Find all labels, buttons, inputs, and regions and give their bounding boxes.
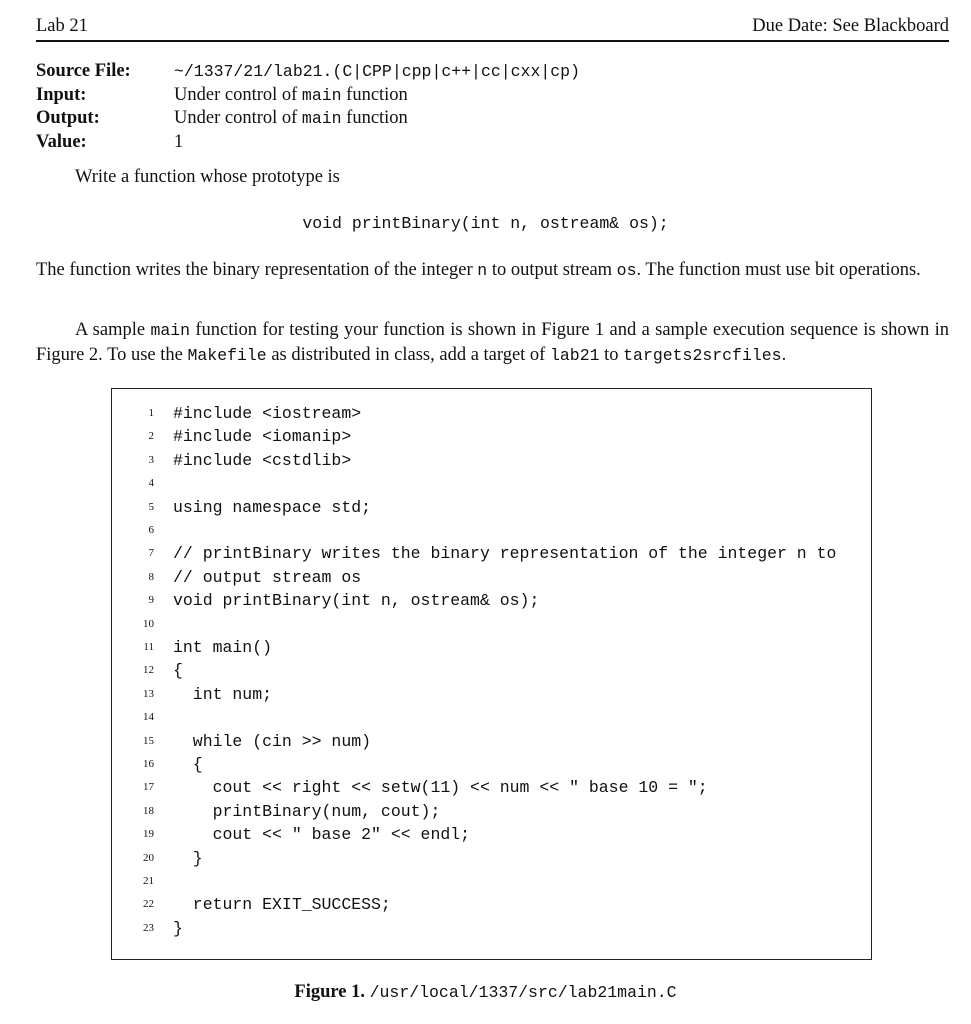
meta-value: ~/1337/21/lab21.(C|CPP|cpp|c++|cc|cxx|cp)	[174, 62, 580, 81]
meta-label: Input:	[36, 84, 87, 105]
code-line	[112, 731, 872, 754]
meta-text: function	[341, 108, 408, 128]
code-line	[112, 473, 872, 496]
code-line	[112, 660, 872, 683]
para-text: to output stream	[487, 260, 617, 280]
code-line	[112, 403, 872, 426]
meta-input	[36, 84, 580, 108]
code-line	[112, 824, 872, 847]
line-number: 9	[148, 594, 154, 607]
code-text: #include <cstdlib>	[173, 450, 352, 470]
line-number: 5	[148, 500, 154, 513]
code-line	[112, 918, 872, 941]
lab-title: Lab 21	[36, 16, 88, 36]
code-text: int main()	[173, 638, 273, 657]
line-number: 21	[143, 875, 154, 887]
code-line	[112, 848, 872, 871]
code-text: return EXIT_SUCCESS;	[173, 895, 391, 915]
meta-label: Source File:	[36, 61, 131, 81]
assignment-meta	[36, 60, 580, 154]
para-text: A sample	[75, 320, 151, 340]
code-line	[112, 637, 872, 660]
figure-path: /usr/local/1337/src/lab21main.C	[369, 983, 677, 1002]
code-line	[112, 754, 872, 777]
code-text: void printBinary(int n, ostream& os);	[173, 591, 540, 611]
meta-text: Under control of	[174, 84, 302, 105]
line-number: 8	[148, 570, 154, 583]
inline-code: Makefile	[187, 346, 267, 365]
inline-code: lab21	[549, 346, 600, 365]
line-number: 11	[143, 641, 154, 653]
meta-label: Output:	[36, 108, 100, 128]
function-prototype: void printBinary(int n, ostream& os);	[302, 214, 669, 233]
code-line	[112, 871, 872, 894]
meta-value-row	[36, 131, 580, 155]
para-text: as distributed in class, add a target of	[266, 345, 550, 365]
code-text: {	[173, 755, 203, 774]
line-number: 7	[148, 547, 154, 560]
inline-code: main	[150, 321, 191, 340]
para-text: to	[599, 345, 624, 365]
code-line	[112, 801, 872, 824]
code-line	[112, 777, 872, 800]
code-text: printBinary(num, cout);	[173, 801, 441, 821]
inline-code: targets2srcfiles	[623, 346, 782, 365]
code-text: // printBinary writes the binary representation of the integer n to	[173, 544, 837, 564]
code-line	[112, 426, 872, 449]
meta-code: main	[301, 109, 342, 128]
page-header	[36, 14, 949, 38]
description-paragraph	[36, 258, 949, 283]
intro-paragraph: Write a function whose prototype is	[75, 167, 340, 187]
code-line	[112, 684, 872, 707]
code-text: #include <iostream>	[173, 404, 362, 423]
meta-value	[174, 84, 408, 108]
code-line	[112, 497, 872, 520]
header-rule	[36, 40, 949, 42]
code-text: while (cin >> num)	[173, 731, 372, 751]
code-text: // output stream os	[173, 567, 362, 587]
line-number: 6	[148, 524, 154, 536]
code-line	[112, 450, 872, 473]
code-line	[112, 614, 872, 637]
line-number: 18	[143, 804, 154, 817]
inline-code: os	[616, 261, 637, 280]
instructions-paragraph	[36, 318, 949, 368]
due-date: Due Date: See Blackboard	[752, 16, 949, 36]
para-text: function for testing your function is shown in Figure 1 and a sample execution sequence is shown in Figure 2. To use the	[36, 320, 949, 365]
line-number: 14	[143, 711, 154, 724]
code-text: {	[173, 661, 183, 681]
meta-value	[174, 107, 408, 131]
code-text: using namespace std;	[173, 497, 372, 517]
line-number: 23	[143, 921, 154, 934]
code-text: #include <iomanip>	[173, 427, 352, 447]
code-line	[112, 894, 872, 917]
para-text: The function writes the binary representation of the integer	[36, 260, 478, 280]
inline-code: n	[477, 261, 488, 280]
meta-value: 1	[174, 131, 184, 152]
code-text: cout << right << setw(11) << num << " base 10 = ";	[173, 778, 708, 798]
meta-text: function	[341, 84, 408, 105]
line-number: 12	[143, 664, 154, 677]
code-line	[112, 543, 872, 566]
line-number: 2	[148, 430, 154, 443]
para-text: .	[781, 345, 787, 365]
code-text: int num;	[173, 684, 273, 704]
meta-output	[36, 107, 580, 131]
figure-label: Figure 1.	[294, 982, 365, 1002]
line-number: 22	[143, 898, 154, 911]
para-text: . The function must use bit operations.	[636, 260, 921, 280]
meta-code: main	[301, 85, 342, 105]
code-line	[112, 520, 872, 543]
code-line	[112, 590, 872, 613]
code-text: cout << " base 2" << endl;	[173, 825, 471, 845]
code-text: }	[173, 918, 183, 938]
line-number: 10	[143, 617, 154, 630]
figure-caption	[0, 980, 971, 1005]
meta-source-file	[36, 60, 580, 84]
line-number: 1	[148, 407, 154, 419]
line-number: 17	[143, 781, 154, 794]
line-number: 16	[143, 758, 154, 770]
line-number: 4	[148, 477, 154, 490]
meta-label: Value:	[36, 131, 87, 152]
line-number: 3	[148, 453, 154, 466]
line-number: 13	[143, 687, 154, 700]
line-number: 20	[143, 851, 154, 864]
code-line	[112, 707, 872, 730]
line-number: 19	[143, 828, 154, 841]
line-number: 15	[143, 734, 154, 747]
meta-text: Under control of	[174, 108, 302, 128]
code-text: }	[173, 848, 203, 868]
code-listing	[111, 388, 872, 960]
code-line	[112, 567, 872, 590]
